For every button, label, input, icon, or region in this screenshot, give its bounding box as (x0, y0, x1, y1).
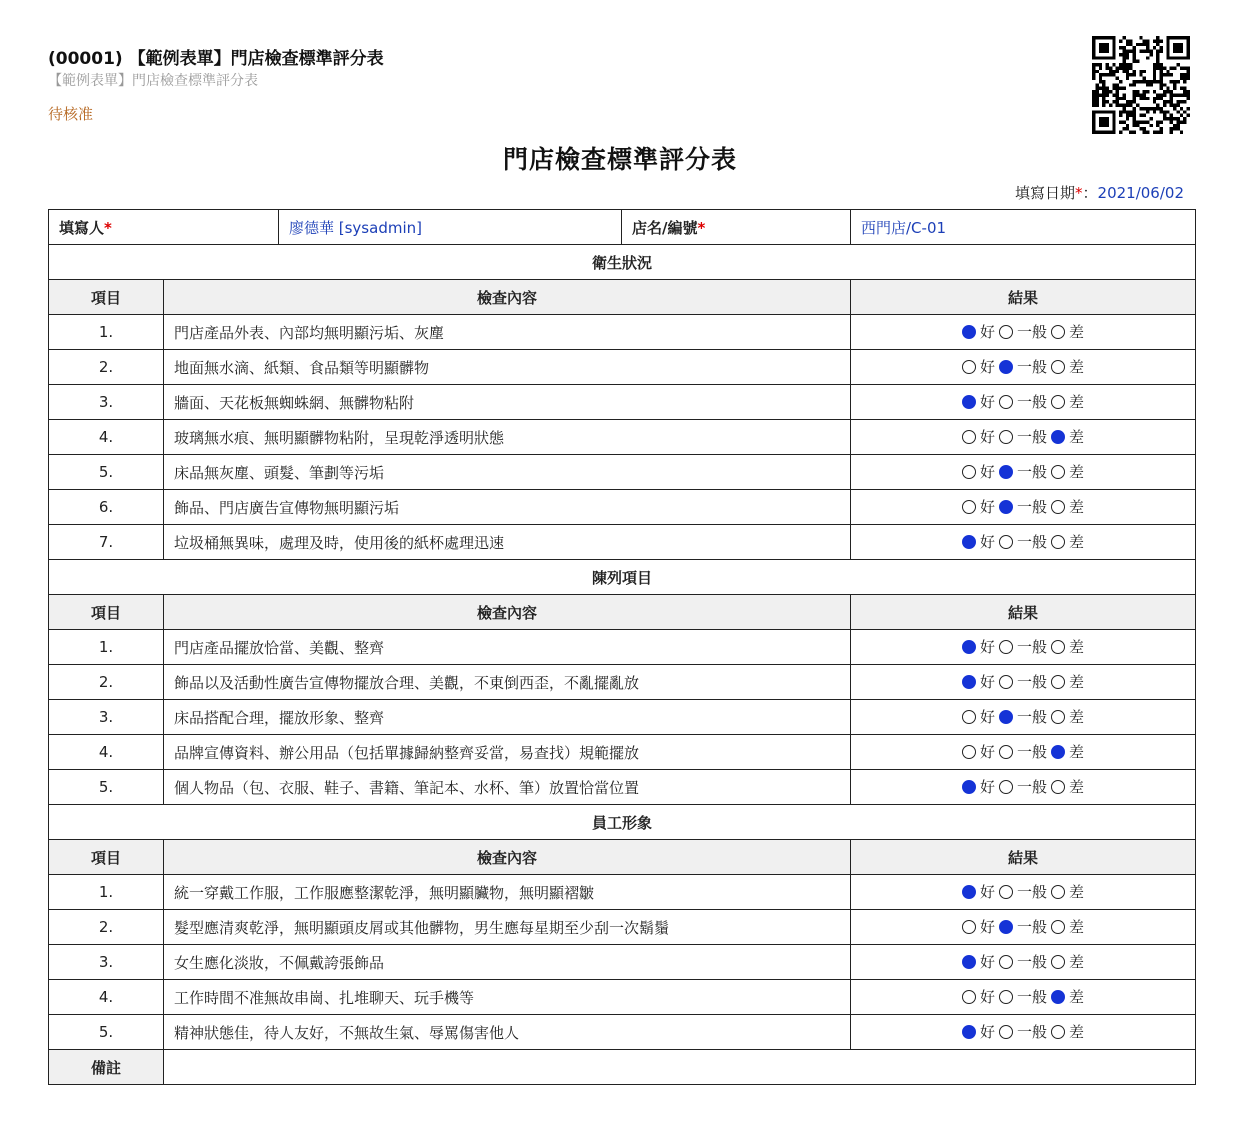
document-subtitle: 【範例表單】門店檢查標準評分表 (48, 73, 258, 89)
result-option-label: 好 (979, 918, 995, 937)
result-option-label: 好 (979, 638, 995, 657)
table-row (49, 525, 1196, 560)
result-option-label: 好 (979, 988, 995, 1007)
radio-empty-icon[interactable] (1051, 395, 1065, 409)
result-option[interactable] (999, 461, 1047, 482)
table-row (49, 665, 1196, 700)
result-option-label: 差 (1069, 918, 1085, 937)
item-content: 垃圾桶無異味，處理及時，使用後的紙杯處理迅速 (164, 525, 851, 560)
radio-selected-icon[interactable] (1051, 430, 1065, 444)
table-row (49, 910, 1196, 945)
result-radio-group (851, 910, 1196, 945)
table-row (49, 350, 1196, 385)
item-number: 3. (49, 385, 164, 420)
result-option-label: 一般 (1016, 953, 1047, 972)
section-header-row (49, 805, 1196, 840)
result-option-label: 一般 (1016, 358, 1047, 377)
result-option-label: 一般 (1016, 428, 1047, 447)
result-option[interactable] (1051, 356, 1084, 377)
radio-selected-icon[interactable] (999, 360, 1013, 374)
item-content: 床品無灰塵、頭髮、筆劃等污垢 (164, 455, 851, 490)
result-option[interactable] (1051, 531, 1084, 552)
result-option-label: 差 (1069, 323, 1085, 342)
radio-selected-icon[interactable] (962, 640, 976, 654)
item-content: 個人物品（包、衣服、鞋子、書籍、筆記本、水杯、筆）放置恰當位置 (164, 770, 851, 805)
result-option-label: 一般 (1016, 673, 1047, 692)
column-header-row (49, 840, 1196, 875)
radio-empty-icon[interactable] (1051, 640, 1065, 654)
radio-empty-icon[interactable] (962, 745, 976, 759)
result-option-label: 好 (979, 533, 995, 552)
column-header-row (49, 280, 1196, 315)
table-row (49, 770, 1196, 805)
table-row (49, 700, 1196, 735)
table-row (49, 315, 1196, 350)
item-number: 1. (49, 315, 164, 350)
radio-empty-icon[interactable] (1051, 1025, 1065, 1039)
section-header-row (49, 245, 1196, 280)
item-number: 1. (49, 875, 164, 910)
result-option[interactable] (962, 1021, 995, 1042)
item-number: 3. (49, 945, 164, 980)
item-number: 3. (49, 700, 164, 735)
result-option-label: 好 (979, 358, 995, 377)
col-header-result: 結果 (851, 280, 1196, 315)
required-mark: * (104, 218, 112, 237)
table-row (49, 490, 1196, 525)
table-row (49, 735, 1196, 770)
item-number: 7. (49, 525, 164, 560)
result-option[interactable] (962, 671, 995, 692)
radio-selected-icon[interactable] (962, 675, 976, 689)
result-option-label: 好 (979, 953, 995, 972)
radio-empty-icon[interactable] (962, 465, 976, 479)
result-option[interactable] (1051, 1021, 1084, 1042)
radio-selected-icon[interactable] (999, 710, 1013, 724)
table-row (49, 630, 1196, 665)
result-option[interactable] (999, 951, 1047, 972)
radio-empty-icon[interactable] (999, 535, 1013, 549)
col-header-result: 結果 (851, 595, 1196, 630)
result-radio-group (851, 770, 1196, 805)
section-title: 陳列項目 (49, 560, 1196, 595)
result-option[interactable] (1051, 496, 1084, 517)
result-option[interactable] (999, 1021, 1047, 1042)
result-option-label: 一般 (1016, 463, 1047, 482)
item-content: 床品搭配合理，擺放形象、整齊 (164, 700, 851, 735)
document-title: (00001) 【範例表單】門店檢查標準評分表 (48, 49, 384, 69)
item-content: 女生應化淡妝，不佩戴誇張飾品 (164, 945, 851, 980)
result-option[interactable] (1051, 916, 1084, 937)
radio-empty-icon[interactable] (1051, 920, 1065, 934)
item-number: 1. (49, 630, 164, 665)
item-number: 4. (49, 420, 164, 455)
radio-empty-icon[interactable] (962, 430, 976, 444)
result-radio-group (851, 385, 1196, 420)
radio-empty-icon[interactable] (999, 885, 1013, 899)
radio-empty-icon[interactable] (1051, 360, 1065, 374)
radio-empty-icon[interactable] (1051, 535, 1065, 549)
result-radio-group (851, 945, 1196, 980)
item-number: 5. (49, 455, 164, 490)
result-option-label: 差 (1069, 463, 1085, 482)
result-option-label: 一般 (1016, 533, 1047, 552)
radio-selected-icon[interactable] (962, 885, 976, 899)
result-option[interactable] (999, 776, 1047, 797)
result-option-label: 差 (1069, 708, 1085, 727)
result-radio-group (851, 525, 1196, 560)
store-label-cell (622, 210, 851, 245)
col-header-content: 檢查內容 (164, 840, 851, 875)
result-option[interactable] (962, 461, 995, 482)
result-radio-group (851, 665, 1196, 700)
radio-selected-icon[interactable] (999, 500, 1013, 514)
result-option-label: 差 (1069, 1023, 1085, 1042)
radio-selected-icon[interactable] (962, 955, 976, 969)
result-option[interactable] (962, 706, 995, 727)
result-option-label: 差 (1069, 953, 1085, 972)
result-option-label: 一般 (1016, 708, 1047, 727)
result-option-label: 差 (1069, 498, 1085, 517)
item-content: 玻璃無水痕、無明顯髒物粘附，呈現乾淨透明狀態 (164, 420, 851, 455)
column-header-row (49, 595, 1196, 630)
result-radio-group (851, 735, 1196, 770)
col-header-item: 項目 (49, 595, 164, 630)
result-option[interactable] (962, 636, 995, 657)
remark-value[interactable] (164, 1050, 1196, 1085)
result-option[interactable] (962, 426, 995, 447)
result-radio-group (851, 875, 1196, 910)
item-number: 2. (49, 350, 164, 385)
result-radio-group (851, 630, 1196, 665)
result-option[interactable] (1051, 671, 1084, 692)
required-mark: * (1075, 184, 1083, 202)
result-option-label: 一般 (1016, 918, 1047, 937)
result-option-label: 差 (1069, 883, 1085, 902)
item-number: 5. (49, 770, 164, 805)
filler-label-cell (49, 210, 279, 245)
item-content: 門店產品外表、內部均無明顯污垢、灰塵 (164, 315, 851, 350)
result-radio-group (851, 700, 1196, 735)
radio-selected-icon[interactable] (1051, 990, 1065, 1004)
section-header-row (49, 560, 1196, 595)
result-option[interactable] (1051, 881, 1084, 902)
radio-empty-icon[interactable] (962, 360, 976, 374)
radio-empty-icon[interactable] (962, 990, 976, 1004)
radio-empty-icon[interactable] (999, 955, 1013, 969)
remark-label: 備註 (49, 1050, 164, 1085)
section-title: 衛生狀況 (49, 245, 1196, 280)
result-option-label: 差 (1069, 638, 1085, 657)
item-content: 門店產品擺放恰當、美觀、整齊 (164, 630, 851, 665)
result-option[interactable] (999, 321, 1047, 342)
result-option[interactable] (962, 741, 995, 762)
item-content: 品牌宣傳資料、辦公用品（包括單據歸納整齊妥當，易查找）規範擺放 (164, 735, 851, 770)
item-content: 工作時間不准無故串崗、扎堆聊天、玩手機等 (164, 980, 851, 1015)
result-option-label: 一般 (1016, 1023, 1047, 1042)
result-option[interactable] (962, 776, 995, 797)
radio-empty-icon[interactable] (1051, 780, 1065, 794)
result-option-label: 一般 (1016, 778, 1047, 797)
col-header-content: 檢查內容 (164, 280, 851, 315)
item-content: 飾品以及活動性廣告宣傳物擺放合理、美觀，不東倒西歪，不亂擺亂放 (164, 665, 851, 700)
fill-date-colon: ： (1082, 184, 1098, 202)
result-option-label: 好 (979, 743, 995, 762)
result-option[interactable] (999, 391, 1047, 412)
result-option[interactable] (962, 986, 995, 1007)
item-number: 4. (49, 980, 164, 1015)
result-option-label: 好 (979, 1023, 995, 1042)
result-option-label: 好 (979, 778, 995, 797)
item-content: 牆面、天花板無蜘蛛網、無髒物粘附 (164, 385, 851, 420)
col-header-content: 檢查內容 (164, 595, 851, 630)
table-row (49, 455, 1196, 490)
result-option[interactable] (962, 496, 995, 517)
form-title: 門店檢查標準評分表 (502, 145, 737, 174)
result-option-label: 一般 (1016, 743, 1047, 762)
result-option[interactable] (999, 986, 1047, 1007)
item-content: 飾品、門店廣告宣傳物無明顯污垢 (164, 490, 851, 525)
item-number: 6. (49, 490, 164, 525)
radio-empty-icon[interactable] (1051, 325, 1065, 339)
radio-empty-icon[interactable] (962, 920, 976, 934)
radio-empty-icon[interactable] (1051, 465, 1065, 479)
result-option-label: 好 (979, 393, 995, 412)
result-radio-group (851, 455, 1196, 490)
result-option-label: 好 (979, 498, 995, 517)
result-option[interactable] (999, 916, 1047, 937)
radio-selected-icon[interactable] (1051, 745, 1065, 759)
result-option-label: 好 (979, 708, 995, 727)
item-content: 統一穿戴工作服，工作服應整潔乾淨，無明顯臟物，無明顯褶皺 (164, 875, 851, 910)
result-option[interactable] (1051, 426, 1084, 447)
radio-empty-icon[interactable] (1051, 710, 1065, 724)
result-option-label: 一般 (1016, 323, 1047, 342)
result-option[interactable] (962, 531, 995, 552)
fill-date-label: 填寫日期 (1015, 184, 1076, 202)
radio-empty-icon[interactable] (962, 710, 976, 724)
result-option[interactable] (962, 321, 995, 342)
store-value[interactable]: 西門店/C-01 (851, 210, 1196, 245)
result-option[interactable] (962, 916, 995, 937)
result-option[interactable] (962, 951, 995, 972)
col-header-item: 項目 (49, 280, 164, 315)
result-option-label: 差 (1069, 778, 1085, 797)
result-radio-group (851, 420, 1196, 455)
result-option[interactable] (999, 706, 1047, 727)
col-header-item: 項目 (49, 840, 164, 875)
radio-empty-icon[interactable] (999, 395, 1013, 409)
result-option[interactable] (999, 671, 1047, 692)
remark-row (49, 1050, 1196, 1085)
inspection-table (48, 209, 1196, 1085)
result-option-label: 差 (1069, 428, 1085, 447)
result-option[interactable] (962, 356, 995, 377)
result-option[interactable] (999, 496, 1047, 517)
radio-empty-icon[interactable] (999, 675, 1013, 689)
result-option[interactable] (962, 881, 995, 902)
table-row (49, 1015, 1196, 1050)
result-option-label: 差 (1069, 393, 1085, 412)
qr-code-icon (1092, 36, 1190, 134)
result-option-label: 一般 (1016, 883, 1047, 902)
result-option[interactable] (1051, 321, 1084, 342)
item-number: 5. (49, 1015, 164, 1050)
table-row (49, 945, 1196, 980)
result-option[interactable] (1051, 461, 1084, 482)
item-number: 2. (49, 910, 164, 945)
table-row (49, 385, 1196, 420)
result-option-label: 差 (1069, 358, 1085, 377)
result-option-label: 好 (979, 883, 995, 902)
item-content: 精神狀態佳，待人友好，不無故生氣、辱罵傷害他人 (164, 1015, 851, 1050)
result-option[interactable] (999, 881, 1047, 902)
fill-date (1015, 182, 1184, 203)
result-radio-group (851, 1015, 1196, 1050)
radio-selected-icon[interactable] (962, 1025, 976, 1039)
result-option-label: 一般 (1016, 393, 1047, 412)
radio-empty-icon[interactable] (999, 745, 1013, 759)
table-row (49, 420, 1196, 455)
radio-empty-icon[interactable] (999, 430, 1013, 444)
result-option[interactable] (1051, 776, 1084, 797)
item-number: 2. (49, 665, 164, 700)
result-radio-group (851, 490, 1196, 525)
result-option-label: 好 (979, 463, 995, 482)
result-option[interactable] (999, 741, 1047, 762)
fill-date-value: 2021/06/02 (1097, 184, 1184, 202)
radio-empty-icon[interactable] (1051, 885, 1065, 899)
radio-selected-icon[interactable] (962, 325, 976, 339)
result-option[interactable] (999, 426, 1047, 447)
col-header-result: 結果 (851, 840, 1196, 875)
result-option-label: 好 (979, 323, 995, 342)
radio-empty-icon[interactable] (999, 990, 1013, 1004)
result-option[interactable] (999, 531, 1047, 552)
item-number: 4. (49, 735, 164, 770)
filler-label: 填寫人 (59, 218, 105, 237)
radio-selected-icon[interactable] (962, 780, 976, 794)
result-radio-group (851, 350, 1196, 385)
result-option-label: 好 (979, 428, 995, 447)
radio-empty-icon[interactable] (1051, 955, 1065, 969)
result-option[interactable] (999, 356, 1047, 377)
result-option[interactable] (999, 636, 1047, 657)
item-content: 髮型應清爽乾淨，無明顯頭皮屑或其他髒物，男生應每星期至少刮一次鬍鬚 (164, 910, 851, 945)
filler-value[interactable]: 廖德華 [sysadmin] (279, 210, 622, 245)
result-option[interactable] (1051, 741, 1084, 762)
radio-selected-icon[interactable] (962, 535, 976, 549)
radio-empty-icon[interactable] (1051, 675, 1065, 689)
approval-status: 待核准 (48, 105, 94, 123)
radio-empty-icon[interactable] (999, 640, 1013, 654)
radio-selected-icon[interactable] (999, 920, 1013, 934)
result-radio-group (851, 980, 1196, 1015)
radio-empty-icon[interactable] (999, 325, 1013, 339)
radio-empty-icon[interactable] (999, 1025, 1013, 1039)
radio-empty-icon[interactable] (999, 780, 1013, 794)
result-option-label: 差 (1069, 673, 1085, 692)
table-row (49, 875, 1196, 910)
radio-selected-icon[interactable] (999, 465, 1013, 479)
result-option[interactable] (962, 391, 995, 412)
result-option-label: 差 (1069, 988, 1085, 1007)
table-row (49, 980, 1196, 1015)
result-option[interactable] (1051, 706, 1084, 727)
result-option[interactable] (1051, 636, 1084, 657)
required-mark: * (697, 218, 706, 237)
result-option-label: 差 (1069, 743, 1085, 762)
result-option-label: 一般 (1016, 638, 1047, 657)
result-option[interactable] (1051, 391, 1084, 412)
result-option-label: 一般 (1016, 988, 1047, 1007)
result-radio-group (851, 315, 1196, 350)
store-label: 店名/編號 (632, 218, 698, 237)
radio-empty-icon[interactable] (1051, 500, 1065, 514)
result-option[interactable] (1051, 986, 1084, 1007)
radio-selected-icon[interactable] (962, 395, 976, 409)
radio-empty-icon[interactable] (962, 500, 976, 514)
item-content: 地面無水滴、紙類、食品類等明顯髒物 (164, 350, 851, 385)
result-option-label: 好 (979, 673, 995, 692)
result-option-label: 一般 (1016, 498, 1047, 517)
section-title: 員工形象 (49, 805, 1196, 840)
result-option-label: 差 (1069, 533, 1085, 552)
result-option[interactable] (1051, 951, 1084, 972)
info-row (49, 210, 1196, 245)
